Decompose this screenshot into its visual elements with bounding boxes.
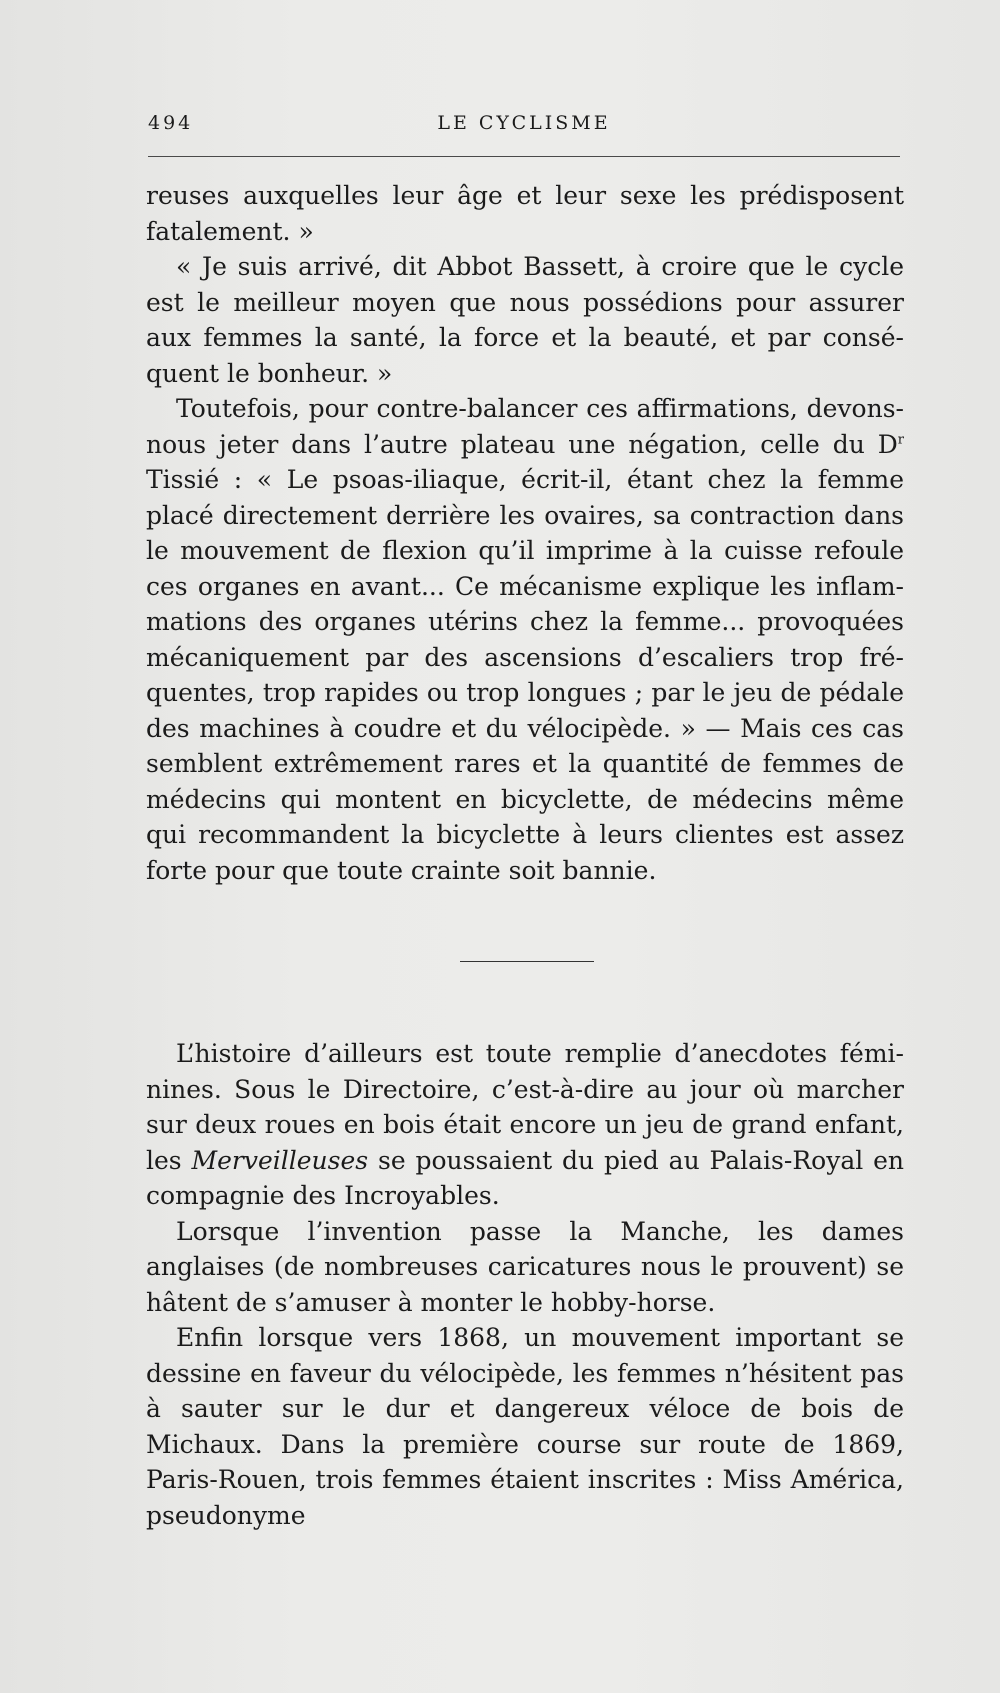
paragraph-bassett-quote: « Je suis arrivé, dit Abbot Bassett, à croire que le cycle est le meilleur moyen que nous possédions pour assurer aux femmes la santé, la force et la beauté, et par conséquent le bonheur. »	[146, 252, 904, 388]
paragraph-manche: Lorsque l’invention passe la Manche, les dames anglaises (de nombreuses caricatures nous le prouvent) se hâtent de s’amuser à monter le hobby-horse.	[146, 1216, 904, 1317]
merveilleuses-italic: Merveilleuses	[191, 1145, 369, 1175]
running-title: LE CYCLISME	[437, 112, 611, 134]
paragraph-histoire-part-b: se poussaient du pied au Palais-Royal en compagnie des Incroyables.	[146, 1145, 904, 1210]
text-section-2	[146, 1036, 904, 1533]
text-section-1	[146, 178, 904, 888]
section-divider	[460, 961, 594, 962]
paragraph-histoire	[146, 1036, 904, 1214]
paragraph-tissie-part-b: Tissié : « Le psoas-iliaque, écrit-il, étant chez la femme placé directement derrière les ovaires, sa contraction dans le mouvement de flexion qu’il imprime à la cuisse refoule ces organes en avant... Ce mécanisme explique les inflammations des organes utérins chez la femme... provoquées mécaniquement par des ascensions d’escaliers trop fréquentes, trop rapides ou trop longues ; par le jeu de pédale des machines à coudre et du vélocipède. » — Mais ces cas semblent extrêmement rares et la quantité de femmes de médecins qui montent en bicyclette, de médecins même qui recommandent la bicyclette à leurs clientes est assez forte pour que toute crainte soit bannie.	[146, 465, 904, 885]
paragraph-histoire-part-a: L’histoire d’ailleurs est toute remplie d’anecdotes féminines. Sous le Directoire, c’est-à-dire au jour où marcher sur deux roues en bois était encore un jeu de grand enfant, les	[146, 1039, 904, 1175]
page-header	[148, 112, 900, 142]
header-rule	[148, 156, 900, 157]
paragraph-continuation: reuses auxquelles leur âge et leur sexe les prédisposent fatalement. »	[146, 181, 904, 246]
paragraph-tissie	[146, 391, 904, 888]
page-number: 494	[148, 112, 194, 134]
doctor-abbrev-superscript: r	[897, 432, 904, 448]
paragraph-1868: Enfin lorsque vers 1868, un mouvement important se dessine en faveur du vélocipède, les femmes n’hésitent pas à sauter sur le dur et dangereux véloce de bois de Michaux. Dans la première course sur route de 1869, Paris-Rouen, trois femmes étaient inscrites : Miss América, pseudonyme	[146, 1323, 904, 1530]
paragraph-tissie-part-a: Toutefois, pour contre-balancer ces affirmations, devons-nous jeter dans l’autre plateau une négation, celle du D	[146, 394, 904, 459]
